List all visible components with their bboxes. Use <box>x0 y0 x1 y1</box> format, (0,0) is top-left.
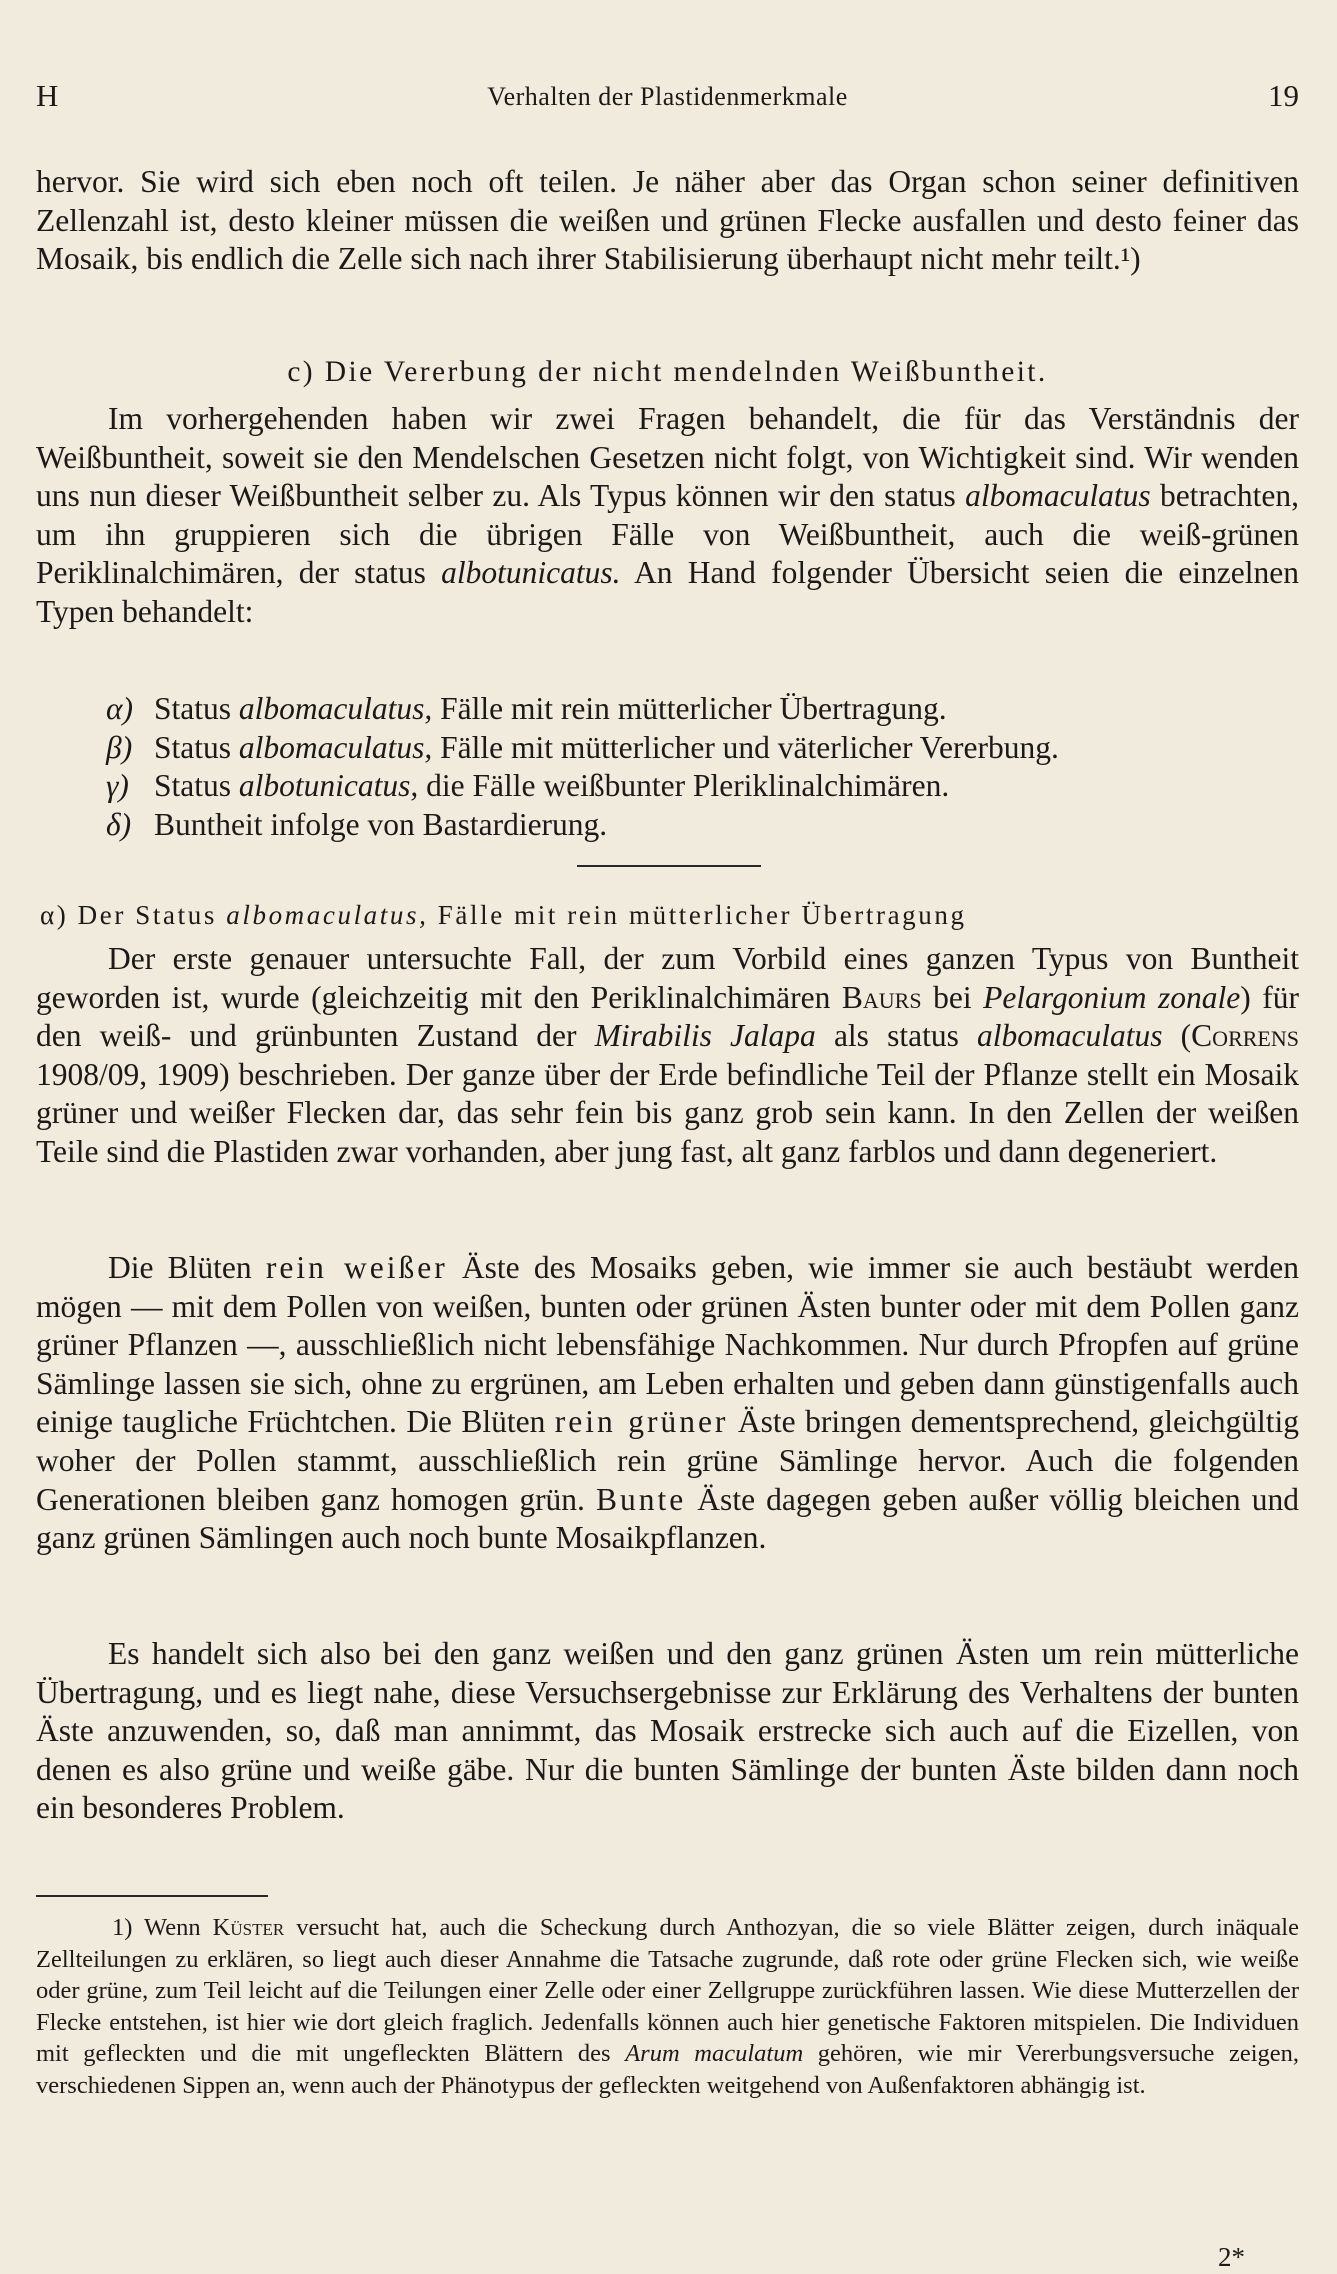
list-label: γ) <box>106 768 129 804</box>
text-run: als status <box>815 1018 978 1054</box>
italic-term: albomaculatus, <box>238 729 433 765</box>
paragraph-4 <box>36 1249 1299 1558</box>
text-run: Fälle mit mütterlicher und väterlicher Vererbung. <box>432 729 1059 765</box>
page-number: 19 <box>1268 78 1299 113</box>
italic-term: Pelargonium zonale <box>983 979 1241 1015</box>
italic-term: albotunicatus, <box>238 768 419 804</box>
overview-list <box>36 690 1299 844</box>
text-run: 1908/09, 1909) beschrieben. Der ganze über der Erde befindliche Teil der Pflanze stellt ein Mosaik grüner und weißer Flecken dar, das sehr fein bis ganz grob sein kann. In den Zellen der weißen Teile sind die Plastiden zwar vorhanden, aber jung fast, alt ganz farblos und dann degeneriert. <box>36 1056 1299 1169</box>
list-label: δ) <box>106 806 132 842</box>
author-name: Baurs <box>841 979 922 1015</box>
text-run: ( <box>1162 1018 1192 1054</box>
text-run: gehören, wie mir Vererbungsversuche zeigen, verschiedenen Sippen an, wenn auch der Phänotypus der gefleckten weitgehend von Außenfaktoren abhängig ist. <box>36 2040 1299 2099</box>
text-run: 1) Wenn <box>112 1914 213 1941</box>
footnote-text <box>36 1912 1299 2101</box>
header-title: Verhalten der Plastidenmerkmale <box>487 82 848 111</box>
text-run: Äste des Mosaiks geben, wie immer sie auch bestäubt werden mögen — mit dem Pollen von weißen, bunten oder grünen Ästen bunter oder mit dem Pollen ganz grüner Pflanzen —, ausschließlich nicht lebensfähige Nachkommen. Nur durch Pfropfen auf grüne Sämlinge lassen sie sich, ohne zu ergrünen, am Leben erhalten und geben dann günstigenfalls auch einige taugliche Früchtchen. Die Blüten <box>36 1250 1299 1440</box>
signature-mark: 2* <box>1218 2242 1245 2272</box>
spaced-emphasis: rein weißer <box>265 1250 448 1285</box>
list-item-beta <box>36 729 1299 768</box>
text-run: Status <box>154 691 239 726</box>
text-run: Status <box>154 729 239 765</box>
section-alpha-heading <box>36 896 1299 935</box>
text-run: Fälle mit rein mütterlicher Übertragung. <box>432 691 947 726</box>
text-run: Fälle mit rein mütterlicher Übertragung <box>428 900 967 930</box>
text-run: Äste bringen dementsprechend, gleichgültig woher der Pollen stammt, ausschließlich rein grüne Sämlinge hervor. Auch die folgenden Generationen bleiben ganz homogen grün. <box>36 1404 1299 1517</box>
author-name: Küster <box>212 1914 285 1941</box>
text-run: versucht hat, auch die Scheckung durch Anthozyan, die so viele Blätter zeigen, durch inäquale Zellteilungen zu erklären, so liegt auch dieser Annahme die Tatsache zugrunde, daß rote oder grüne Flecken sich, wie weiße oder grüne, zum Teil leicht auf die Teilungen einer Zelle oder einer Zellgruppe zurückführen lassen. Wie diese Mutterzellen der Flecke entstehen, ist hier wie dort gleich fraglich. Jedenfalls können auch hier genetische Faktoren mitspielen. Die Individuen mit gefleckten und die mit ungefleckten Blättern des <box>36 1914 1299 2067</box>
text-run: Status <box>154 768 239 804</box>
paragraph-4-text <box>36 1249 1299 1558</box>
paragraph-2 <box>36 400 1299 632</box>
italic-term: albomaculatus, <box>226 900 429 930</box>
italic-term: albomaculatus, <box>238 691 433 726</box>
text-run: betrachten, um ihn gruppieren sich die übrigen Fälle von Weißbuntheit, auch die weiß-grünen Periklinalchimären, der status <box>36 478 1299 591</box>
paragraph-1-text: hervor. Sie wird sich eben noch oft teilen. Je näher aber das Organ schon seiner definitiven Zellenzahl ist, desto kleiner müssen die weißen und grünen Flecke ausfallen und desto feiner das Mosaik, bis endlich die Zelle sich nach ihrer Stabilisierung überhaupt nicht mehr teilt.¹) <box>36 164 1299 277</box>
italic-term: albomaculatus <box>965 478 1151 514</box>
text-run: Äste dagegen geben außer völlig bleichen und ganz grünen Sämlingen auch noch bunte Mosaikpflanzen. <box>36 1481 1299 1556</box>
paragraph-3 <box>36 940 1299 1172</box>
section-c-heading-text: c) Die Vererbung der nicht mendelnden Weißbuntheit. <box>287 356 1048 388</box>
paragraph-3-text <box>36 940 1299 1172</box>
text-run: Die Blüten <box>108 1250 266 1285</box>
text-run: α) Der Status <box>40 900 227 930</box>
italic-term: Mirabilis Jalapa <box>594 1018 816 1054</box>
text-run: Der erste genauer untersuchte Fall, der zum Vorbild eines ganzen Typus von Buntheit geworden ist, wurde (gleichzeitig mit den Periklinalchimären <box>36 941 1299 1015</box>
list-label: β) <box>106 729 133 765</box>
list-item-gamma <box>36 767 1299 806</box>
italic-term: Arum maculatum <box>625 2040 804 2067</box>
list-item-delta <box>36 806 1299 845</box>
header-section-letter: H <box>36 78 59 113</box>
text-run: An Hand folgender Übersicht seien die einzelnen Typen behandelt: <box>36 555 1299 629</box>
author-name: Correns <box>1191 1018 1299 1054</box>
footnote-rule <box>36 1895 268 1897</box>
text-run: die Fälle weißbunter Pleriklinalchimären. <box>418 768 950 804</box>
list-item-alpha <box>36 690 1299 729</box>
paragraph-5-text: Es handelt sich also bei den ganz weißen und den ganz grünen Ästen um rein mütterliche Übertragung, und es liegt nahe, diese Versuchsergebnisse zur Erklärung des Verhaltens der bunten Äste anzuwenden, so, daß man annimmt, das Mosaik erstrecke sich auch auf die Eizellen, von denen es also grüne und weiße gäbe. Nur die bunten Sämlinge der bunten Äste bilden dann noch ein besonderes Problem. <box>36 1636 1299 1826</box>
footnote <box>36 1912 1299 2101</box>
italic-term: albomaculatus <box>977 1018 1163 1054</box>
spaced-emphasis: Bunte <box>596 1481 687 1517</box>
text-run: Im vorhergehenden haben wir zwei Fragen behandelt, die für das Verständnis der Weißbuntheit, soweit sie den Mendelschen Gesetzen nicht folgt, von Wichtigkeit sind. Wir wenden uns nun dieser Weißbuntheit selber zu. Als Typus können wir den status <box>36 401 1299 514</box>
italic-term: albotunicatus. <box>441 555 621 591</box>
paragraph-2-text <box>36 400 1299 632</box>
text-run: bei <box>921 979 984 1015</box>
list-label: α) <box>106 691 134 726</box>
text-run: ) für den weiß- und grünbunten Zustand der <box>36 979 1299 1054</box>
text-run: Buntheit infolge von Bastardierung. <box>154 806 608 842</box>
section-c-heading <box>36 353 1299 392</box>
running-header <box>36 78 1299 122</box>
spaced-emphasis: rein grüner <box>554 1404 729 1440</box>
paragraph-1 <box>36 163 1299 279</box>
section-alpha-heading-text <box>36 896 1299 935</box>
section-divider <box>577 865 761 867</box>
paragraph-5 <box>36 1635 1299 1828</box>
